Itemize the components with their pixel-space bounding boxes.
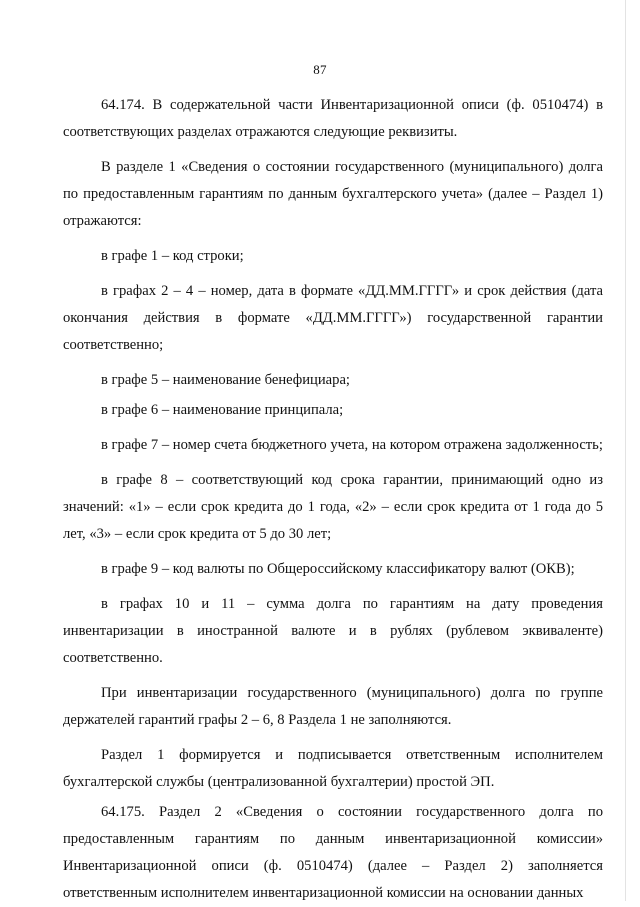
paragraph-column-7: в графе 7 – номер счета бюджетного учета, на котором отражена задолженность; — [101, 437, 603, 453]
paragraph-column-8: в графе 8 – соответствующий код срока гарантии, принимающий одно из значений: «1» – если срок кредита до 1 года, «2» – если срок кредита от 1 года до 5 лет, «3» – если срок кредита от 5 до 30 лет; — [63, 472, 603, 542]
paragraph-column-6: в графе 6 – наименование принципала; — [101, 402, 344, 418]
paragraph-section-1-signing: Раздел 1 формируется и подписывается ответственным исполнителем бухгалтерской службы (централизованной бухгалтерии) простой ЭП. — [63, 747, 603, 790]
paragraph-64-175-section-2: 64.175. Раздел 2 «Сведения о состоянии государственного долга по предоставленным гарантиям по данным инвентаризационной комиссии» Инвентаризационной описи (ф. 0510474) (далее – Раздел 2) заполняется ответственным исполнителем инвентаризационной комиссии на основании данных — [63, 804, 603, 901]
page-number: 87 — [313, 62, 327, 77]
paragraph-group-holders-note: При инвентаризации государственного (муниципального) долга по группе держателей гарантий графы 2 – 6, 8 Раздела 1 не заполняются. — [63, 685, 603, 728]
paragraph-column-1: в графе 1 – код строки; — [101, 248, 244, 264]
paragraph-column-9: в графе 9 – код валюты по Общероссийскому классификатору валют (ОКВ); — [101, 561, 575, 577]
paragraph-64-174-intro: 64.174. В содержательной части Инвентаризационной описи (ф. 0510474) в соответствующих разделах отражаются следующие реквизиты. — [63, 97, 603, 140]
paragraph-columns-2-4: в графах 2 – 4 – номер, дата в формате «ДД.ММ.ГГГГ» и срок действия (дата окончания действия в формате «ДД.ММ.ГГГГ») государственной гарантии соответственно; — [63, 283, 603, 353]
paragraph-column-5: в графе 5 – наименование бенефициара; — [101, 372, 350, 388]
scan-edge-line — [625, 0, 626, 901]
paragraph-columns-10-11: в графах 10 и 11 – сумма долга по гарантиям на дату проведения инвентаризации в иностранной валюте и в рублях (рублевом эквиваленте) соответственно. — [63, 596, 603, 666]
paragraph-section-1-description: В разделе 1 «Сведения о состоянии государственного (муниципального) долга по предоставленным гарантиям по данным бухгалтерского учета» (далее – Раздел 1) отражаются: — [63, 159, 603, 229]
document-body — [63, 92, 603, 907]
